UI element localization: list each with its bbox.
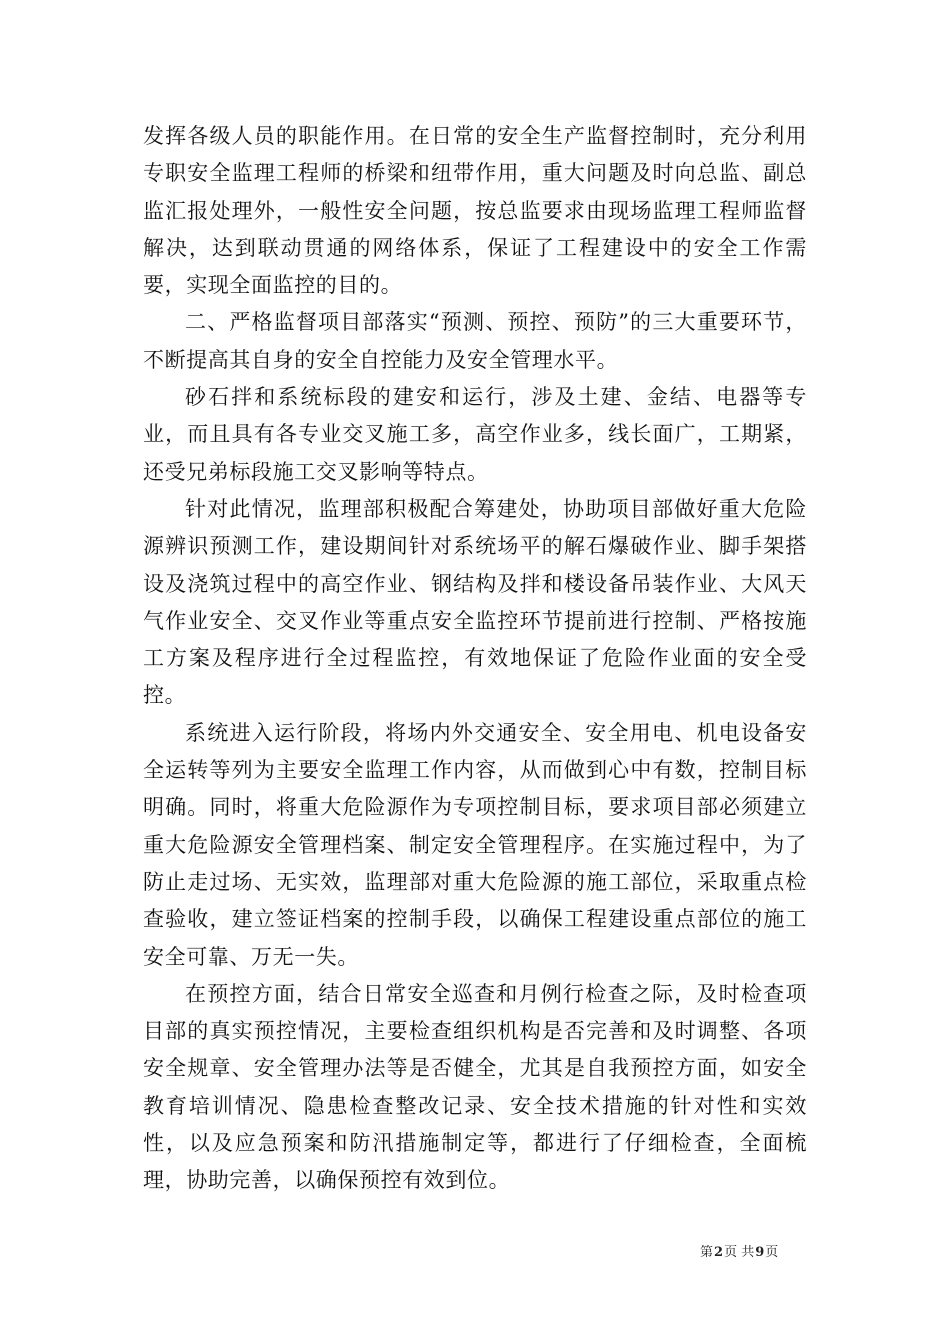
footer-suffix: 页 — [765, 1245, 779, 1260]
footer-middle: 页 共 — [724, 1245, 755, 1260]
page-number-footer — [700, 1244, 820, 1262]
paragraph-hazard-identification: 针对此情况，监理部积极配合筹建处，协助项目部做好重大危险源辨识预测工作，建设期间针对系统场平的解石爆破作业、脚手架搭设及浇筑过程中的高空作业、钢结构及拌和楼设备吊装作业、大风天气作业安全、交叉作业等重点安全监控环节提前进行控制、严格按施工方案及程序进行全过程监控，有效地保证了危险作业面的安全受控。 — [143, 496, 807, 708]
paragraph-operation-stage: 系统进入运行阶段，将场内外交通安全、安全用电、机电设备安全运转等列为主要安全监理工作内容，从而做到心中有数，控制目标明确。同时，将重大危险源作为专项控制目标，要求项目部必须建立重大危险源安全管理档案、制定安全管理程序。在实施过程中，为了防止走过场、无实效，监理部对重大危险源的施工部位，采取重点检查验收，建立签证档案的控制手段，以确保工程建设重点部位的施工安全可靠、万无一失。 — [143, 720, 807, 969]
footer-prefix: 第 — [700, 1245, 714, 1260]
paragraph-continuation: 发挥各级人员的职能作用。在日常的安全生产监督控制时，充分利用专职安全监理工程师的桥梁和纽带作用，重大问题及时向总监、副总监汇报处理外，一般性安全问题，按总监要求由现场监理工程师监督解决，达到联动贯通的网络体系，保证了工程建设中的安全工作需要，实现全面监控的目的。 — [143, 124, 807, 298]
paragraph-section-heading: 二、严格监督项目部落实“预测、预控、预防”的三大重要环节，不断提高其自身的安全自控能力及安全管理水平。 — [143, 310, 807, 372]
footer-total-pages: 9 — [755, 1245, 765, 1260]
footer-current-page: 2 — [714, 1245, 724, 1260]
paragraph-system-overview: 砂石拌和系统标段的建安和运行，涉及土建、金结、电器等专业，而且具有各专业交叉施工多，高空作业多，线长面广，工期紧，还受兄弟标段施工交叉影响等特点。 — [143, 385, 807, 484]
document-body — [143, 118, 807, 1200]
paragraph-pre-control: 在预控方面，结合日常安全巡查和月例行检查之际，及时检查项目部的真实预控情况，主要检查组织机构是否完善和及时调整、各项安全规章、安全管理办法等是否健全，尤其是自我预控方面，如安全教育培训情况、隐患检查整改记录、安全技术措施的针对性和实效性，以及应急预案和防汛措施制定等，都进行了仔细检查，全面梳理，协助完善，以确保预控有效到位。 — [143, 981, 807, 1193]
